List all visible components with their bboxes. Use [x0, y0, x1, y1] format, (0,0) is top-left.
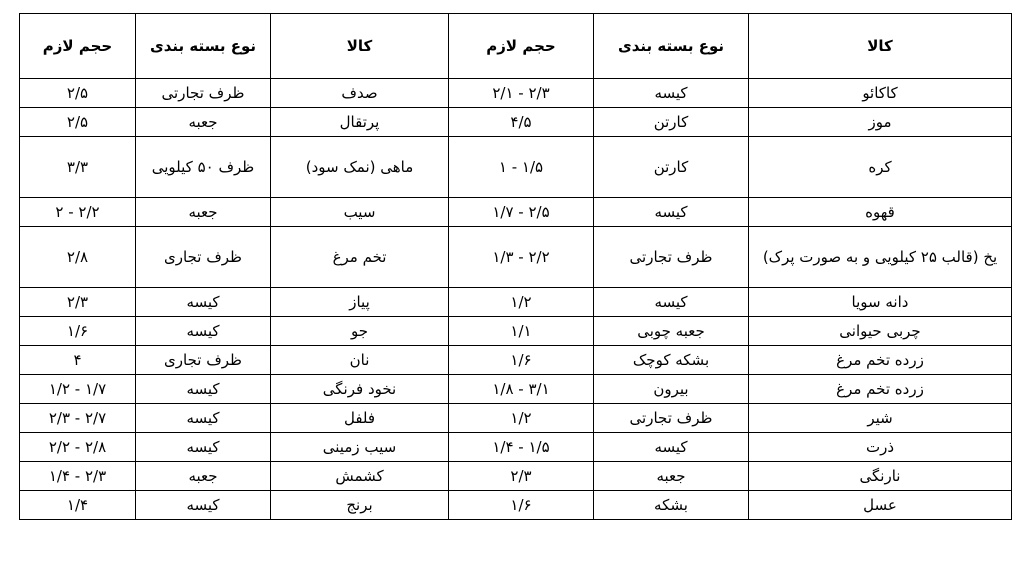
table-row [20, 317, 1012, 346]
header-goods: کالا [271, 14, 449, 79]
table-cell: ۲/۲ - ۱/۳ [449, 227, 594, 288]
table-cell: کیسه [136, 375, 271, 404]
table-cell: ۲/۵ [20, 108, 136, 137]
table-cell: ۱/۲ [449, 404, 594, 433]
table-cell: ۲/۵ [20, 79, 136, 108]
table-row [20, 462, 1012, 491]
table-cell: کیسه [136, 491, 271, 520]
table-cell: کیسه [594, 433, 749, 462]
header-row [20, 14, 1012, 79]
table-cell: جعبه [136, 198, 271, 227]
table-cell: ظرف تجاری [136, 227, 271, 288]
table-cell: ۲/۳ - ۲/۱ [449, 79, 594, 108]
table-cell: کارتن [594, 108, 749, 137]
table-cell: بیرون [594, 375, 749, 404]
table-cell: تخم مرغ [271, 227, 449, 288]
table-cell: ۱/۶ [20, 317, 136, 346]
table-cell: کره [749, 137, 1012, 198]
table-cell: زرده تخم مرغ [749, 346, 1012, 375]
table-cell: ۲/۲ - ۲ [20, 198, 136, 227]
header-volume: حجم لازم [449, 14, 594, 79]
table-cell: ظرف تجاری [136, 346, 271, 375]
table-cell: کیسه [594, 79, 749, 108]
table-cell: ۱/۲ [449, 288, 594, 317]
table-cell: کیسه [594, 288, 749, 317]
table-cell: کیسه [594, 198, 749, 227]
table-row [20, 288, 1012, 317]
table-cell: سیب زمینی [271, 433, 449, 462]
table-row [20, 108, 1012, 137]
table-cell: ۲/۵ - ۱/۷ [449, 198, 594, 227]
table-cell: ۱/۵ - ۱ [449, 137, 594, 198]
table-cell: فلفل [271, 404, 449, 433]
table-cell: پرتقال [271, 108, 449, 137]
table-cell: ماهی (نمک سود) [271, 137, 449, 198]
table-cell: ظرف تجارتی [594, 227, 749, 288]
table-cell: کیسه [136, 317, 271, 346]
header-goods: کالا [749, 14, 1012, 79]
table-cell: ۴ [20, 346, 136, 375]
table-cell: شیر [749, 404, 1012, 433]
table-cell: نارنگی [749, 462, 1012, 491]
table-cell: ظرف تجارتی [136, 79, 271, 108]
table-row [20, 491, 1012, 520]
table-cell: نان [271, 346, 449, 375]
table-cell: بشکه کوچک [594, 346, 749, 375]
table-cell: ۲/۳ [449, 462, 594, 491]
table-cell: ۳/۱ - ۱/۸ [449, 375, 594, 404]
table-cell: ذرت [749, 433, 1012, 462]
table-cell: کاکائو [749, 79, 1012, 108]
table-cell: ۲/۷ - ۲/۳ [20, 404, 136, 433]
table-cell: ۲/۸ [20, 227, 136, 288]
table-cell: ۳/۳ [20, 137, 136, 198]
table-cell: ۱/۵ - ۱/۴ [449, 433, 594, 462]
cargo-volume-table [19, 13, 1012, 520]
table-cell: ۲/۳ - ۱/۴ [20, 462, 136, 491]
table-cell: بشکه [594, 491, 749, 520]
table-cell: سیب [271, 198, 449, 227]
table-cell: کیسه [136, 404, 271, 433]
table-cell: چربی حیوانی [749, 317, 1012, 346]
table-cell: جو [271, 317, 449, 346]
table-cell: قهوه [749, 198, 1012, 227]
table-cell: جعبه [136, 462, 271, 491]
table-row [20, 198, 1012, 227]
table-cell: جعبه [594, 462, 749, 491]
header-packaging: نوع بسته بندی [594, 14, 749, 79]
table-cell: زرده تخم مرغ [749, 375, 1012, 404]
table-row [20, 375, 1012, 404]
header-volume: حجم لازم [20, 14, 136, 79]
table-cell: ۲/۳ [20, 288, 136, 317]
table-row [20, 79, 1012, 108]
table-cell: یخ (قالب ۲۵ کیلویی و به صورت پرک) [749, 227, 1012, 288]
table-cell: جعبه [136, 108, 271, 137]
table-cell: ظرف تجارتی [594, 404, 749, 433]
table-cell: ۱/۷ - ۱/۲ [20, 375, 136, 404]
table-cell: ۲/۸ - ۲/۲ [20, 433, 136, 462]
header-packaging: نوع بسته بندی [136, 14, 271, 79]
table-cell: دانه سویا [749, 288, 1012, 317]
table-cell: ۴/۵ [449, 108, 594, 137]
table-cell: موز [749, 108, 1012, 137]
table-cell: صدف [271, 79, 449, 108]
table-cell: کارتن [594, 137, 749, 198]
table-cell: ۱/۴ [20, 491, 136, 520]
table-row [20, 433, 1012, 462]
table-row [20, 404, 1012, 433]
table-cell: کیسه [136, 433, 271, 462]
table-cell: پیاز [271, 288, 449, 317]
table-cell: ۱/۶ [449, 491, 594, 520]
table-cell: عسل [749, 491, 1012, 520]
table-cell: ظرف ۵۰ کیلویی [136, 137, 271, 198]
table-cell: برنج [271, 491, 449, 520]
table-cell: جعبه چوبی [594, 317, 749, 346]
table-cell: نخود فرنگی [271, 375, 449, 404]
table-row [20, 227, 1012, 288]
table-cell: ۱/۶ [449, 346, 594, 375]
table-cell: ۱/۱ [449, 317, 594, 346]
table-row [20, 137, 1012, 198]
table-row [20, 346, 1012, 375]
table-cell: کیسه [136, 288, 271, 317]
table-cell: کشمش [271, 462, 449, 491]
